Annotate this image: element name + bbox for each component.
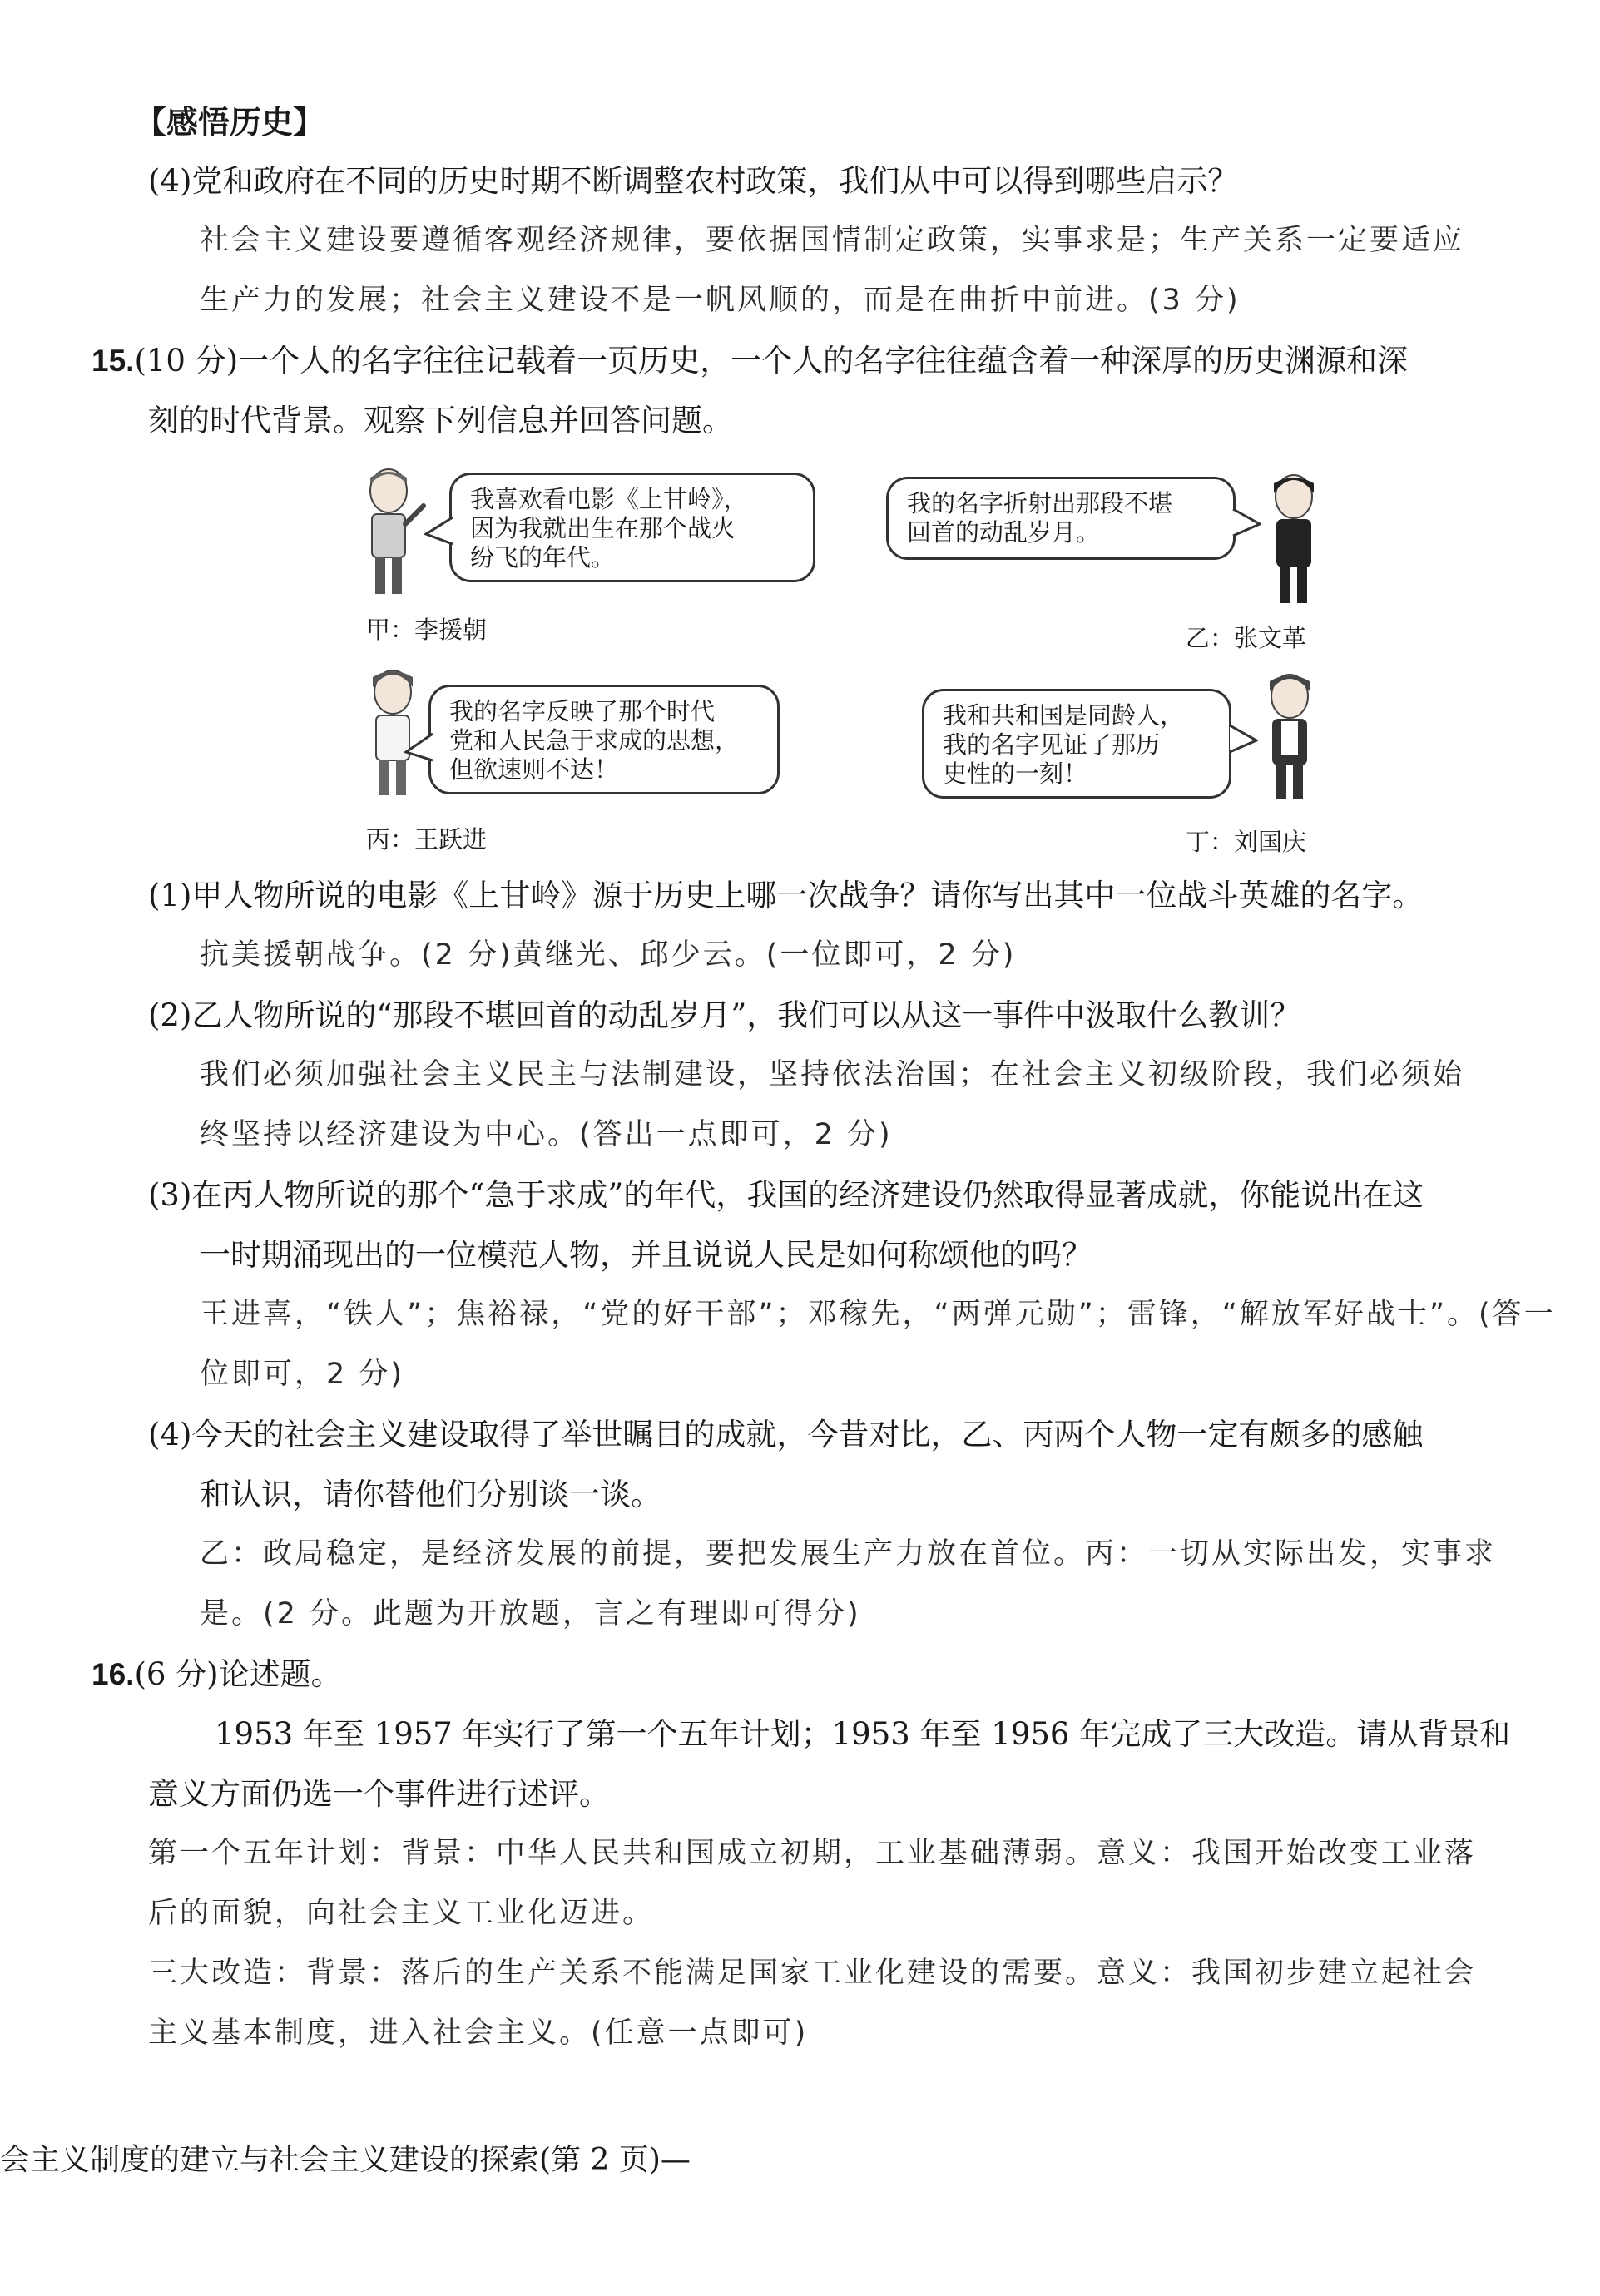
q15-number: 15.	[92, 344, 135, 378]
section-heading: 【感悟历史】	[135, 104, 325, 141]
bubble-ding-line: 我的名字见证了那历	[943, 730, 1161, 759]
caption-yi: 乙：张文革	[1186, 624, 1307, 652]
q15-2-answer-line: 终坚持以经济建设为中心。(答出一点即可，2 分)	[200, 1118, 893, 1151]
q14-4-answer-line: 生产力的发展；社会主义建设不是一帆风顺的，而是在曲折中前进。(3 分)	[200, 284, 1241, 317]
q15-1-question: (1)甲人物所说的电影《上甘岭》源于历史上哪一次战争？请你写出其中一位战斗英雄的名字。	[148, 878, 1424, 913]
q16-answer-line: 主义基本制度，进入社会主义。(任意一点即可)	[148, 2016, 809, 2050]
q14-4-answer-line: 社会主义建设要遵循客观经济规律，要依据国情制定政策，实事求是；生产关系一定要适应	[200, 224, 1465, 257]
q14-4-question: (4)党和政府在不同的历史时期不断调整农村政策，我们从中可以得到哪些启示？	[148, 163, 1239, 199]
bubble-yi-line: 我的名字折射出那段不堪	[907, 489, 1173, 517]
bubble-tail-icon	[404, 732, 434, 765]
q16-answer-line: 后的面貌，向社会主义工业化迈进。	[148, 1897, 655, 1930]
q16-answer-line: 第一个五年计划：背景：中华人民共和国成立初期，工业基础薄弱。意义：我国开始改变工业落	[148, 1837, 1477, 1870]
q15-stem	[92, 343, 1408, 379]
bubble-yi	[886, 477, 1236, 560]
q16-number: 16.	[92, 1657, 135, 1691]
bubble-tail-icon	[1231, 507, 1261, 541]
bubble-bing	[428, 685, 780, 794]
q15-1-answer-line: 抗美援朝战争。(2 分)黄继光、邱少云。(一位即可，2 分)	[200, 938, 1017, 972]
q15-4-answer-line: 是。(2 分。此题为开放题，言之有理即可得分)	[200, 1597, 861, 1630]
person-jia-figure	[354, 466, 428, 599]
q16-body-line: 1953 年至 1957 年实行了第一个五年计划；1953 年至 1956 年完成了三大改造。请从背景和	[215, 1716, 1511, 1752]
caption-ding: 丁：刘国庆	[1186, 828, 1307, 856]
q16-answer-line: 三大改造：背景：落后的生产关系不能满足国家工业化建设的需要。意义：我国初步建立起社会	[148, 1957, 1477, 1990]
caption-jia: 甲：李援朝	[366, 616, 488, 644]
q15-4-question-line: 和认识，请你替他们分别谈一谈。	[200, 1477, 661, 1512]
bubble-jia-line: 我喜欢看电影《上甘岭》，	[470, 485, 748, 513]
q16-stem-text: (6 分)论述题。	[134, 1656, 342, 1692]
bubble-tail-icon	[424, 516, 454, 549]
bubble-tail-icon	[1228, 724, 1258, 757]
q15-2-question: (2)乙人物所说的“那段不堪回首的动乱岁月”，我们可以从这一事件中汲取什么教训？	[148, 997, 1301, 1033]
q15-4-answer-line: 乙：政局稳定，是经济发展的前提，要把发展生产力放在首位。丙：一切从实际出发，实事求	[200, 1537, 1497, 1571]
bubble-ding	[922, 689, 1231, 799]
bubble-jia-line: 因为我就出生在那个战火	[470, 513, 736, 542]
bubble-bing-line: 我的名字反映了那个时代	[449, 697, 716, 725]
q16-stem	[92, 1656, 342, 1693]
caption-bing: 丙：王跃进	[366, 825, 488, 854]
bubble-bing-line: 但欲速则不达！	[449, 755, 619, 784]
q15-4-question-line: (4)今天的社会主义建设取得了举世瞩目的成就，今昔对比，乙、丙两个人物一定有颇多的感触	[148, 1417, 1424, 1452]
page-footer: 会主义制度的建立与社会主义建设的探索(第 2 页)—	[0, 2143, 691, 2177]
bubble-ding-line: 我和共和国是同龄人，	[943, 701, 1185, 730]
bubble-ding-line: 史性的一刻！	[943, 759, 1088, 788]
bubble-bing-line: 党和人民急于求成的思想，	[449, 725, 740, 755]
q15-3-answer-line: 王进喜，“铁人”；焦裕禄，“党的好干部”；邓稼先，“两弹元勋”；雷锋，“解放军好战士”。(答一	[200, 1298, 1556, 1331]
q16-body-line: 意义方面仍选一个事件进行述评。	[148, 1776, 610, 1812]
q15-stem-line: 刻的时代背景。观察下列信息并回答问题。	[148, 403, 733, 438]
q15-3-answer-line: 位即可，2 分)	[200, 1358, 405, 1391]
person-yi-figure	[1261, 470, 1327, 607]
q15-2-answer-line: 我们必须加强社会主义民主与法制建设，坚持依法治国；在社会主义初级阶段，我们必须始	[200, 1058, 1465, 1091]
bubble-jia-line: 纷飞的年代。	[470, 542, 616, 572]
bubble-yi-line: 回首的动乱岁月。	[907, 517, 1101, 547]
q15-3-question-line: (3)在丙人物所说的那个“急于求成”的年代，我国的经济建设仍然取得显著成就，你能说出在这	[148, 1177, 1424, 1213]
q15-stem-line: (10 分)一个人的名字往往记载着一页历史，一个人的名字往往蕴含着一种深厚的历史渊源和深	[134, 343, 1409, 379]
bubble-jia	[449, 473, 815, 582]
person-ding-figure	[1256, 670, 1323, 803]
q15-3-question-line: 一时期涌现出的一位模范人物，并且说说人民是如何称颂他的吗？	[200, 1237, 1092, 1273]
